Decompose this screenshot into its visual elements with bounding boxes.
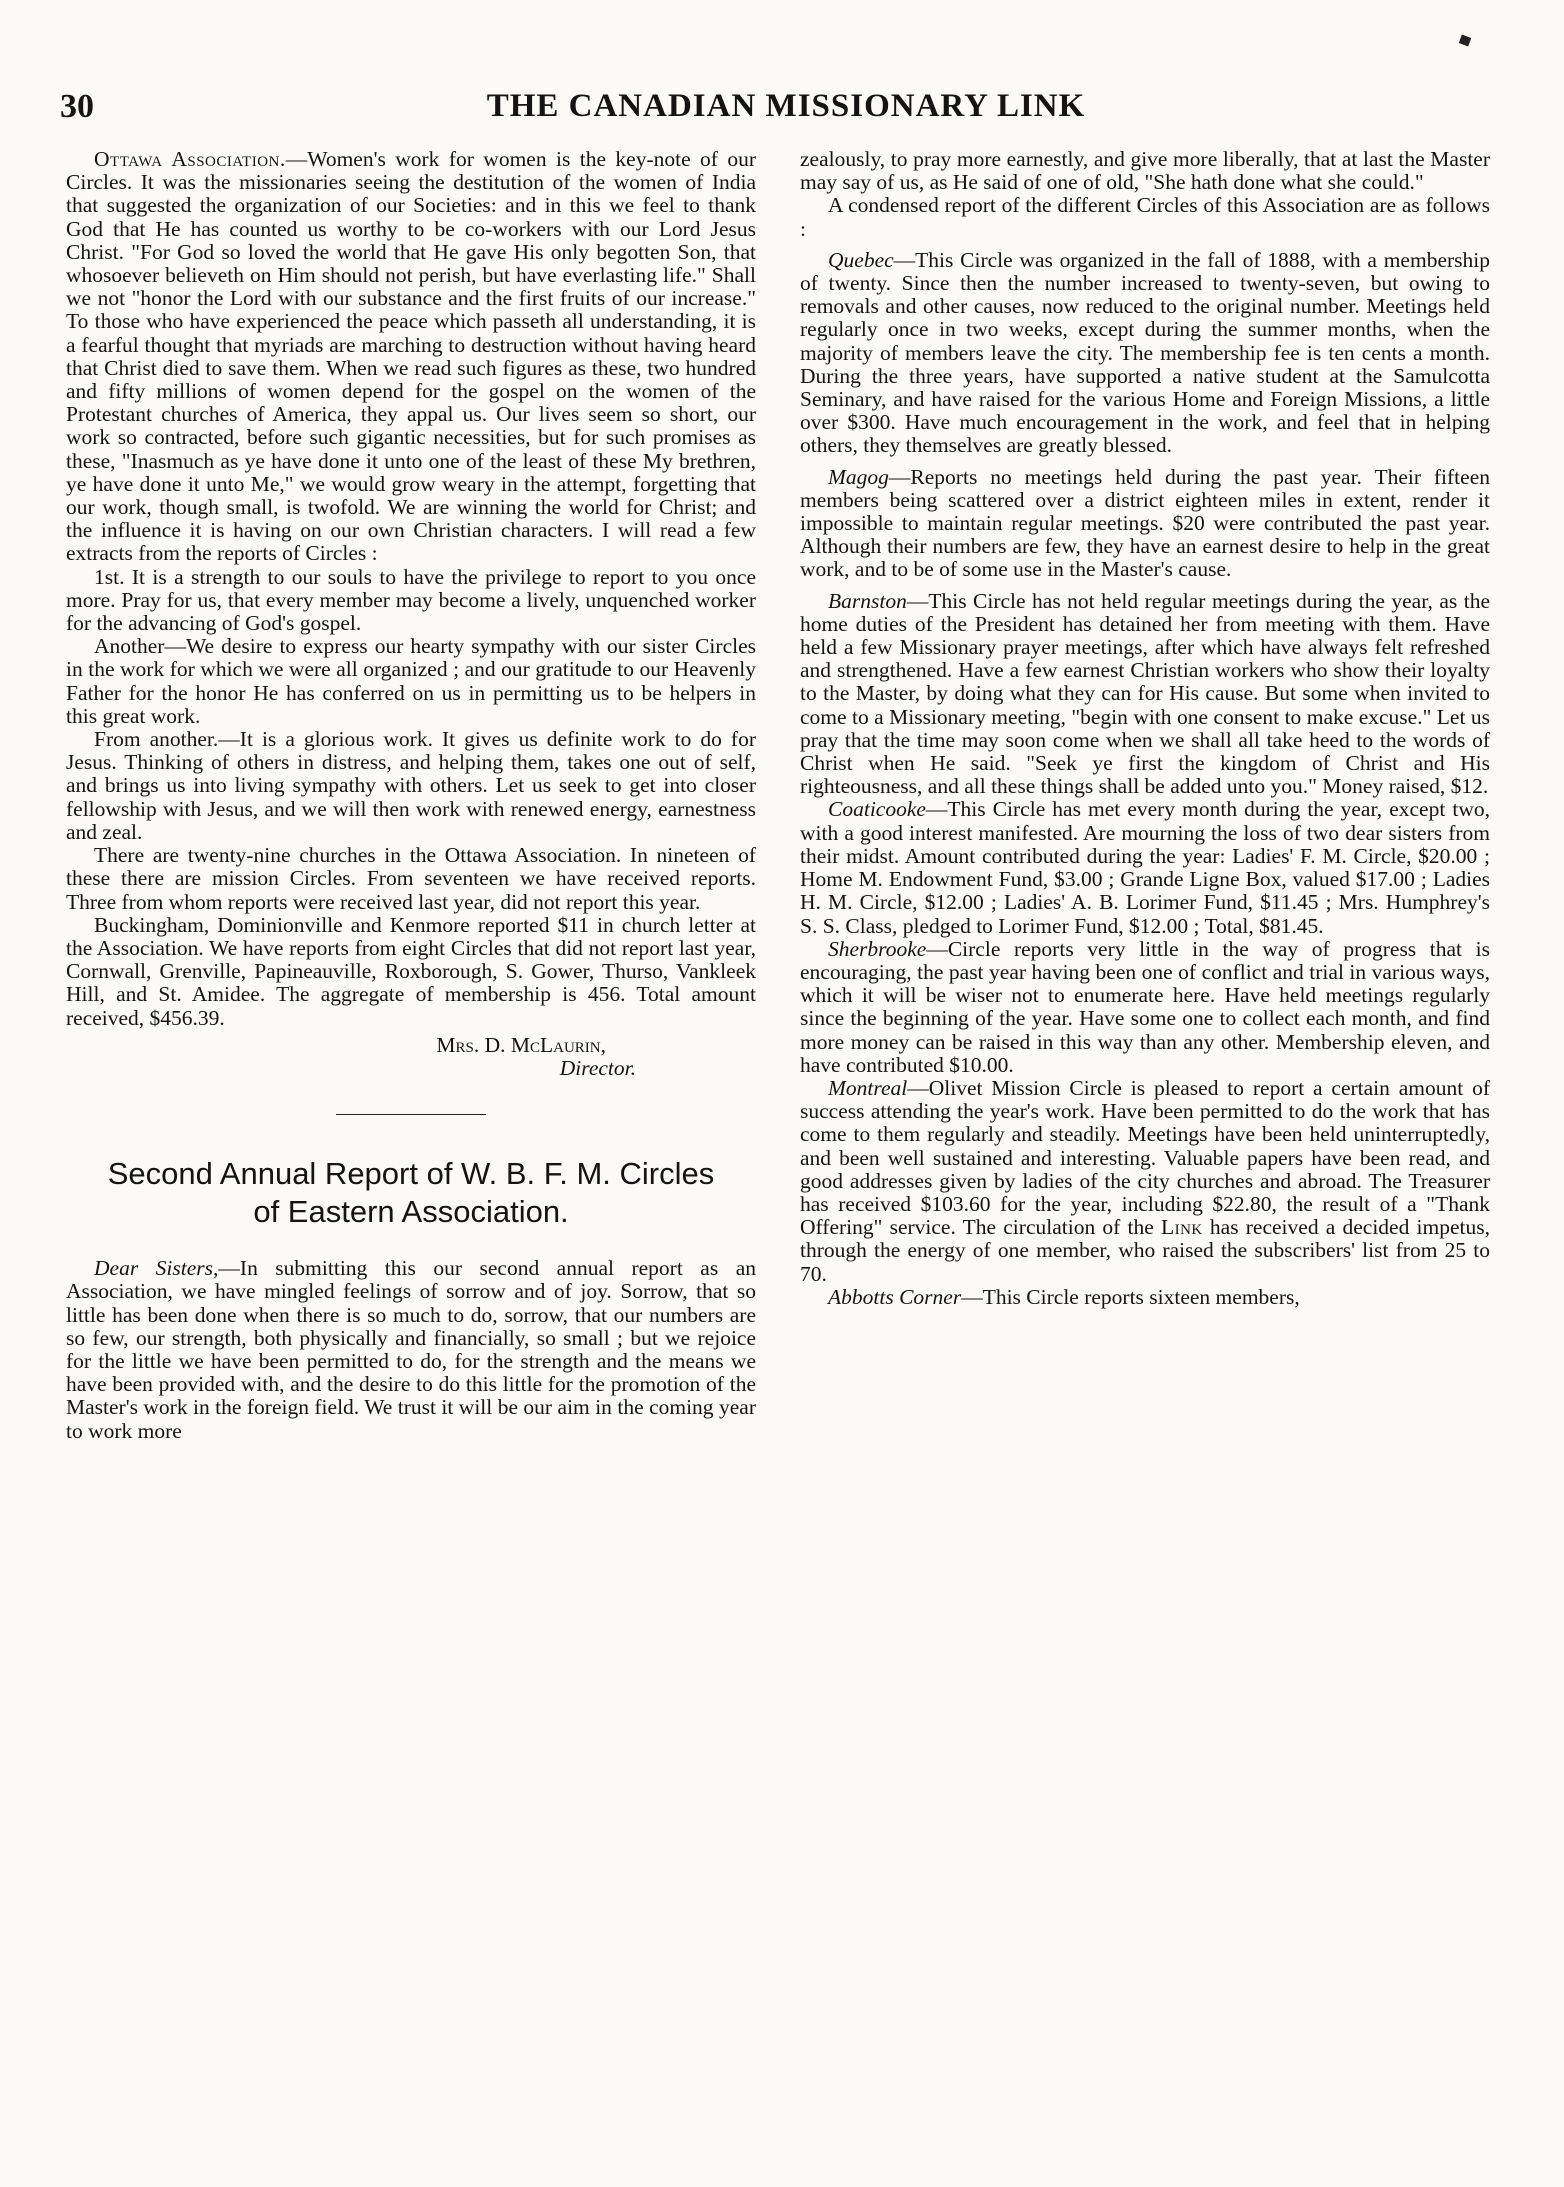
running-title: THE CANADIAN MISSIONARY LINK [486,88,1086,124]
section-heading [66,1155,756,1231]
sherbrooke-entry [800,938,1490,1077]
coaticooke-name: Coaticooke [828,797,926,822]
signature-name: Mrs. D. McLaurin, [436,1032,606,1057]
condensed-report-intro: A condensed report of the different Circles of this Association are as follows : [800,193,1490,241]
montreal-name: Montreal [828,1075,908,1100]
page-number: 30 [60,88,94,125]
section-divider [336,1114,486,1115]
abbotts-corner-text: —This Circle reports sixteen members, [961,1284,1300,1309]
corner-ink-mark [1459,35,1471,47]
quebec-entry [800,249,1490,458]
section-heading-line-1: Second Annual Report of W. B. F. M. Circles [107,1156,715,1192]
montreal-text-a: —Olivet Mission Circle is pleased to report a certain amount of success attending the year's work. Have been permitted to do the work that has come to them regularly and steadily. Meetings have been held uninterruptedly, and been well sustained and interesting. Valuable papers have been read, and good addresses given by ladies of the city churches and abroad. The Treasurer has received $103.60 for the year, including $22.80, the result of a "Thank Offering" service. The circulation of the [800,1075,1490,1240]
left-column [66,148,756,1443]
eastern-intro-text: —In submitting this our second annual report as an Association, we have mingled feelings of sorrow and of joy. Sorrow, that so little has been done when there is so much to do, sorrow, that our numbers are so few, our strength, both physically and financially, so small ; but we rejoice for the little we have been permitted to do, for the strength and the means we have been provided with, and the desire to do this little for the promotion of the Master's work in the foreign field. We trust it will be our aim in the coming year to work more [66,1256,757,1443]
barnston-name: Barnston [828,588,907,613]
signature-role: Director. [559,1055,636,1080]
link-magazine-name: Link [1160,1215,1203,1240]
continuation-paragraph: zealously, to pray more earnestly, and give more liberally, that at last the Master may say of us, as He said of one of old, "She hath done what she could." [800,147,1490,195]
abbotts-corner-name: Abbotts Corner [828,1284,962,1309]
ottawa-intro-paragraph [66,148,756,566]
salutation: Dear Sisters, [94,1256,219,1281]
coaticooke-entry [800,798,1490,937]
barnston-entry [800,590,1490,799]
sherbrooke-name: Sherbrooke [828,936,927,961]
page-header [60,88,1512,128]
second-extract-paragraph: Another—We desire to express our hearty sympathy with our sister Circles in the work for which we were all organized ; and our gratitude to our Heavenly Father for the honor He has conferred on us in permitting us to be helpers in this great work. [66,634,756,728]
quebec-name: Quebec [828,247,894,272]
montreal-entry [800,1077,1490,1286]
ottawa-lead: Ottawa Association. [94,147,286,171]
montreal-text-b: has received a decided impetus, through the energy of one member, who raised the subscribers' list from 25 to 70. [800,1215,1490,1286]
sherbrooke-text: —Circle reports very little in the way of progress that is encouraging, the past year having been one of conflict and trial in various ways, which it will be wiser not to enumerate here. Have held meetings regularly since the beginning of the year. Have some one to collect each month, and find more money can be raised in this way than any other. Membership eleven, and have contributed $10.00. [800,936,1490,1077]
barnston-text: —This Circle has not held regular meetings during the year, as the home duties of the President has detained her from meeting with them. Have held a few Missionary prayer meetings, after which have always felt refreshed and strengthened. Have a few earnest Christian workers who show their loyalty to the Master, by doing what they can for His cause. But some when invited to come to a Missionary meeting, "begin with one consent to make excuse." Let us pray that the time may soon come when we shall all take heed to the words of Christ when He said. "Seek ye first the kingdom of Christ and His righteousness, and all these things shall be added unto you." Money raised, $12. [800,588,1490,799]
quebec-text: —This Circle was organized in the fall of 1888, with a membership of twenty. Since then the number increased to twenty-seven, but owing to removals and other causes, now reduced to the original number. Meetings held regularly once in two weeks, except during the summer months, when the majority of members leave the city. The membership fee is ten cents a month. During the three years, have supported a native student at the Samulcotta Seminary, and have raised for the various Home and Foreign Missions, a little over $300. Have much encouragement in the work, and feel that in helping others, they themselves are greatly blessed. [800,247,1490,458]
eastern-intro-paragraph [66,1257,756,1443]
churches-paragraph: There are twenty-nine churches in the Ottawa Association. In nineteen of these there are mission Circles. From seventeen we have received reports. Three from whom reports were received last year, did not report this year. [66,843,756,914]
right-column [800,148,1490,1309]
ottawa-intro-text: —Women's work for women is the key-note of our Circles. It was the missionaries seeing the destitution of the women of India that suggested the organization of our Societies: and in this we feel to thank God that He has counted us worthy to be co-workers with our Lord Jesus Christ. "For God so loved the world that He gave His only begotten Son, that whosoever believeth on Him should not perish, but have everlasting life." Shall we not "honor the Lord with our substance and the first fruits of our increase." To those who have experienced the peace which passeth all understanding, it is a fearful thought that myriads are marching to destruction without having heard that Christ died to save them. When we read such figures as these, two hundred and fifty millions of women depend for the gospel on the women of the Protestant churches of America, they appal us. Our lives seem so short, our work so contracted, before such gigantic necessities, but for such promises as these, "Inasmuch as ye have done it unto one of the least of these My brethren, ye have done it unto Me," we would grow weary in the attempt, forgetting that our work, though small, is twofold. We are winning the world for Christ; and the influence it is having on our own Christian characters. I will read a few extracts from the reports of Circles : [66,147,756,566]
magog-name: Magog [828,464,889,489]
magog-text: —Reports no meetings held during the past year. Their fifteen members being scattered over a district eighteen miles in extent, render it impossible to maintain regular meetings. $20 were contributed the past year. Although their numbers are few, they have an earnest desire to help in the great work, and to be of some use in the Master's cause. [800,464,1490,582]
magog-entry [800,466,1490,582]
third-extract-paragraph: From another.—It is a glorious work. It gives us definite work to do for Jesus. Thinking of others in distress, and helping them, takes one out of self, and brings us into living sympathy with others. Let us seek to get into closer fellowship with Jesus, and we will then work with renewed energy, earnestness and zeal. [66,727,756,844]
first-extract-paragraph: 1st. It is a strength to our souls to have the privilege to report to you once more. Pray for us, that every member may become a lively, unquenched worker for the advancing of God's gospel. [66,564,756,636]
abbotts-corner-entry [800,1286,1490,1309]
reports-paragraph: Buckingham, Dominionville and Kenmore reported $11 in church letter at the Association. We have reports from eight Circles that did not report last year, Cornwall, Grenville, Papineauville, Roxborough, S. Gower, Thurso, Vankleek Hill, and St. Amidee. The aggregate of membership is 456. Total amount received, $456.39. [66,912,756,1030]
signature-block [66,1034,756,1080]
section-heading-line-2: of Eastern Association. [253,1194,569,1230]
coaticooke-text: —This Circle has met every month during the year, except two, with a good interest manifested. Are mourning the loss of two dear sisters from their midst. Amount contributed during the year: Ladies' F. M. Circle, $20.00 ; Home M. Endowment Fund, $3.00 ; Grande Ligne Box, valued $17.00 ; Ladies H. M. Circle, $12.00 ; Ladies' A. B. Lorimer Fund, $11.45 ; Mrs. Humphrey's S. S. Class, pledged to Lorimer Fund, $12.00 ; Total, $81.45. [800,797,1490,938]
